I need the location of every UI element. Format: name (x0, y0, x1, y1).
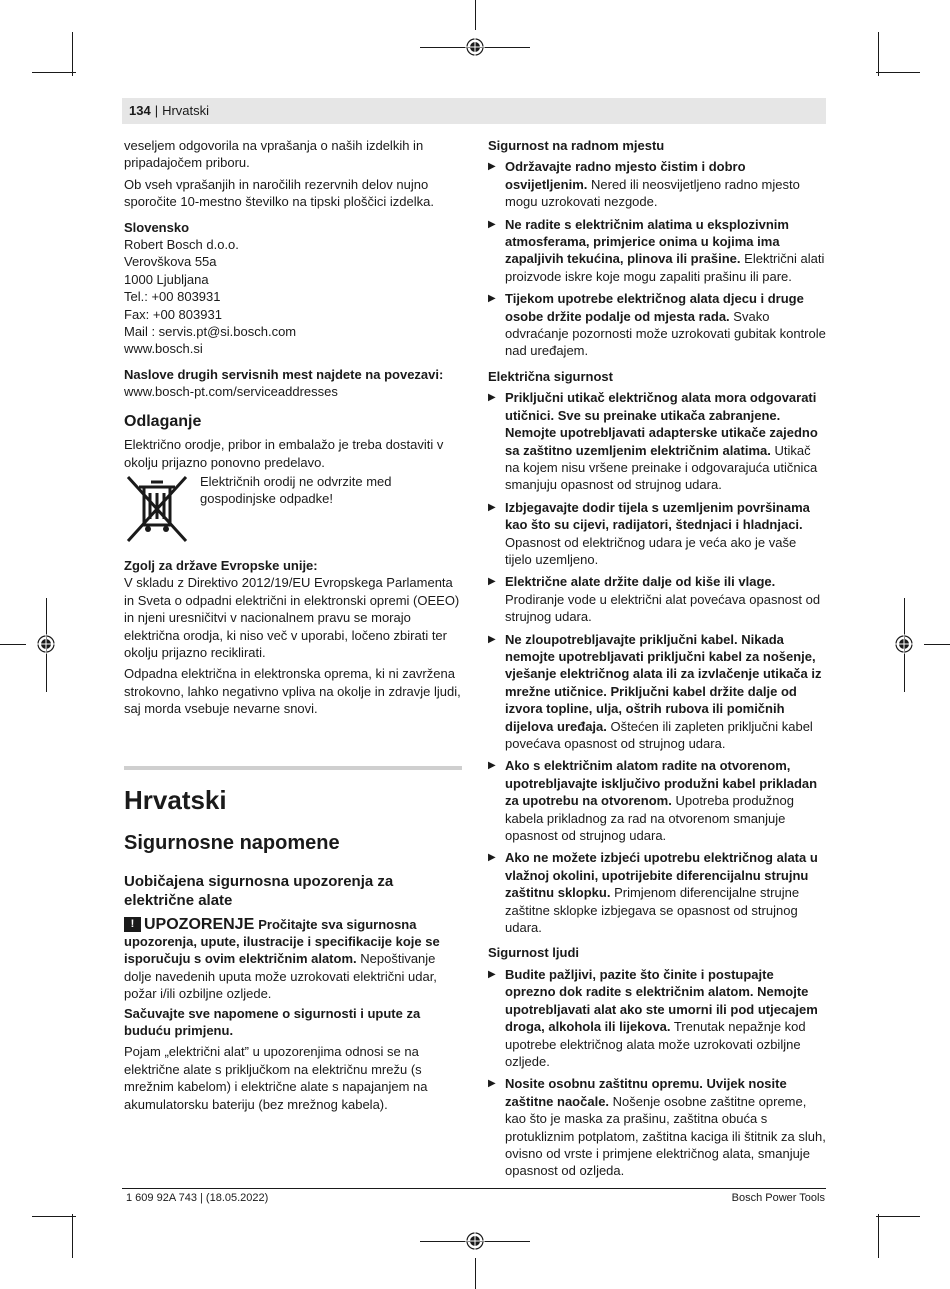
crop-mark (32, 1216, 76, 1217)
contact-line: Fax: +00 803931 (124, 306, 222, 322)
crossed-bin-icon (124, 473, 190, 545)
eu-text: V skladu z Direktivo 2012/19/EU Evropskega Parlamenta in Sveta o odpadni električni in elektronski opremi (OEEO) in njeni uresničitvi v nacionalnem pravu se morajo električna orodja, ki niso več v uporabi, ločeno zbirati ter okolju prijazno reciklirati. (124, 575, 460, 660)
list-item: ▶ Održavajte radno mjesto čistim i dobro osvijetljenim. Nered ili neosvijetljeno radno mjesto mogu uzrokovati nezgode. (488, 158, 826, 210)
contact-email[interactable]: Mail : servis.pt@si.bosch.com (124, 324, 297, 340)
registration-mark-icon (894, 634, 914, 654)
crop-mark (924, 644, 950, 645)
crop-mark (876, 72, 920, 73)
electrical-heading: Električna sigurnost (488, 368, 613, 384)
electrical-list (488, 389, 826, 936)
footer-brand: Bosch Power Tools (731, 1192, 825, 1204)
crop-mark (878, 1214, 879, 1258)
header-bar (122, 98, 826, 124)
people-list (488, 966, 826, 1180)
contact-line: Tel.: +00 803931 (124, 289, 221, 305)
registration-mark-icon (465, 37, 485, 57)
language-title: Hrvatski (124, 784, 227, 815)
term-definition: Pojam „električni alat” u upozorenjima odnosi se na električne alate s priključkom na električnu mrežu (s mrežnim kabelom) i električne alate s napajanjem na akumulatorsku bateriju (bez mrežnog kabela). (124, 1044, 428, 1112)
warning-text: Nepoštivanje dolje navedenih uputa može uzrokovati električni udar, požar i/ili ozbiljne ozljede. (124, 951, 437, 1002)
crop-mark (32, 72, 76, 73)
list-item: ▶ Budite pažljivi, pazite što činite i postupajte oprezno dok radite s električnim alatom. Nemojte upotrebljavati alat ako ste umorni ili pod utjecajem droga, alkohola ili lijekova. Trenutak nepažnje kod upotrebe električnog alata može uzrokovati ozbiljne ozljede. (488, 966, 826, 1070)
workplace-list (488, 158, 826, 359)
keep-instructions: Sačuvajte sve napomene o sigurnosti i upute za buduću primjenu. (124, 1005, 421, 1038)
general-warnings-title: Uobičajena sigurnosna upozorenja za električne alate (124, 872, 394, 909)
crop-mark (0, 644, 26, 645)
crop-mark (475, 0, 476, 30)
contact-line: Verovškova 55a (124, 254, 217, 270)
warning-block (124, 916, 462, 1003)
contact-website[interactable]: www.bosch.si (124, 341, 203, 357)
disposal-bin-block (124, 473, 462, 545)
warning-bold-text: Pročitajte sva sigurnosna upozorenja, upute, ilustracije i specifikacije koje se isporučuju s ovim električnim alatom. (124, 916, 440, 967)
right-column (488, 137, 826, 1186)
footer-rule (122, 1188, 826, 1189)
contact-heading: Slovensko (124, 219, 190, 235)
crop-mark (878, 32, 879, 76)
page-header: 134 | Hrvatski (129, 103, 210, 118)
eu-text: Odpadna električna in elektronska oprema, ki ni zavržena strokovno, lahko negativno vpliva na okolje in zdravje ljudi, saj morda vsebuje nevarne snovi. (124, 666, 461, 717)
list-item: ▶ Ne radite s električnim alatima u eksplozivnim atmosferama, primjerice onima u kojima ima zapaljivih tekućina, plinova ili prašine. Električni alati proizvode iskre koje mogu zapaliti prašinu ili pare. (488, 216, 826, 286)
list-item: ▶ Tijekom upotrebe električnog alata djecu i druge osobe držite podalje od mjesta rada. Svako odvraćanje pozornosti može uzrokovati gubitak kontrole nad uređajem. (488, 290, 826, 360)
disposal-text: Električno orodje, pribor in embalažo je treba dostaviti v okolju prijazno ponovno predelavo. (124, 437, 444, 470)
registration-mark-icon (465, 1231, 485, 1251)
service-heading: Naslove drugih servisnih mest najdete na povezavi: (124, 366, 444, 382)
people-heading: Sigurnost ljudi (488, 945, 579, 961)
left-column (124, 137, 462, 1117)
page-number: 134 (129, 103, 151, 118)
service-url[interactable]: www.bosch-pt.com/serviceaddresses (124, 384, 338, 400)
list-item: ▶ Ako ne možete izbjeći upotrebu električnog alata u vlažnoj okolini, upotrijebite diferencijalnu strujnu zaštitnu sklopku. Primjenom diferencijalne strujne zaštitne sklopke izbjegava se opasnost od strujnog udara. (488, 849, 826, 936)
list-item: ▶ Izbjegavajte dodir tijela s uzemljenim površinama kao što su cijevi, radijatori, štednjaci i hladnjaci. Opasnost od električnog udara je veća ako je vaše tijelo uzemljeno. (488, 499, 826, 569)
list-item: ▶ Električne alate držite dalje od kiše ili vlage. Prodiranje vode u električni alat povećava opasnost od strujnog udara. (488, 573, 826, 625)
crop-mark (72, 1214, 73, 1258)
list-item: ▶ Ako s električnim alatom radite na otvorenom, upotrebljavajte isključivo produžni kabel prikladan za upotrebu na otvorenom. Upotreba produžnog kabela prikladnog za rad na otvorenom smanjuje opasnost od strujnog udara. (488, 757, 826, 844)
registration-mark-icon (36, 634, 56, 654)
disposal-bin-text: Električnih orodij ne odvrzite med gospodinjske odpadke! (200, 473, 392, 507)
warning-label: ! UPOZORENJE (124, 916, 254, 933)
section-divider (124, 766, 462, 770)
contact-line: 1000 Ljubljana (124, 271, 209, 287)
intro-line: veseljem odgovorila na vprašanja o naših izdelkih in pripadajočem priboru. (124, 138, 424, 171)
list-item: ▶ Priključni utikač električnog alata mora odgovarati utičnici. Sve su preinake utikača zabranjene. Nemojte upotrebljavati adapterske utikače zajedno sa zaštitno uzemljenim električnim alatima. Utikač na kojem nisu vršene preinake i odgovarajuća utičnica smanjuju opasnost od strujnog udara. (488, 389, 826, 493)
safety-title: Sigurnosne napomene (124, 831, 340, 854)
warning-icon: ! (124, 917, 141, 932)
list-item: ▶ Nosite osobnu zaštitnu opremu. Uvijek nosite zaštitne naočale. Nošenje osobne zaštitne opreme, kao što je maska za prašinu, zaštitna obuća s protukliznim potplatom, zaštitna kaciga ili štitnik za sluh, ovisno od vrste i primjene električnog alata, smanjuje opasnost od ozljeda. (488, 1075, 826, 1179)
crop-mark (475, 1258, 476, 1289)
intro-line: Ob vseh vprašanjih in naročilih rezervnih delov nujno sporočite 10-mestno številko na tipski ploščici izdelka. (124, 176, 434, 210)
list-item: ▶ Ne zloupotrebljavajte priključni kabel. Nikada nemojte upotrebljavati priključni kabel za nošenje, vješanje električnog alata ili za izvlačenje utikača iz mrežne utičnice. Priključni kabel držite dalje od izvora topline, ulja, oštrih rubova ili pomičnih dijelova uređaja. Oštećen ili zapleten priključni kabel povećava opasnost od strujnog udara. (488, 631, 826, 753)
contact-line: Robert Bosch d.o.o. (124, 237, 239, 253)
footer-doc-number: 1 609 92A 743 | (18.05.2022) (126, 1192, 269, 1204)
crop-mark (72, 32, 73, 76)
eu-heading: Zgolj za države Evropske unije: (124, 557, 318, 573)
crop-mark (876, 1216, 920, 1217)
header-language: Hrvatski (162, 103, 210, 118)
disposal-heading: Odlaganje (124, 412, 202, 430)
workplace-heading: Sigurnost na radnom mjestu (488, 138, 665, 153)
